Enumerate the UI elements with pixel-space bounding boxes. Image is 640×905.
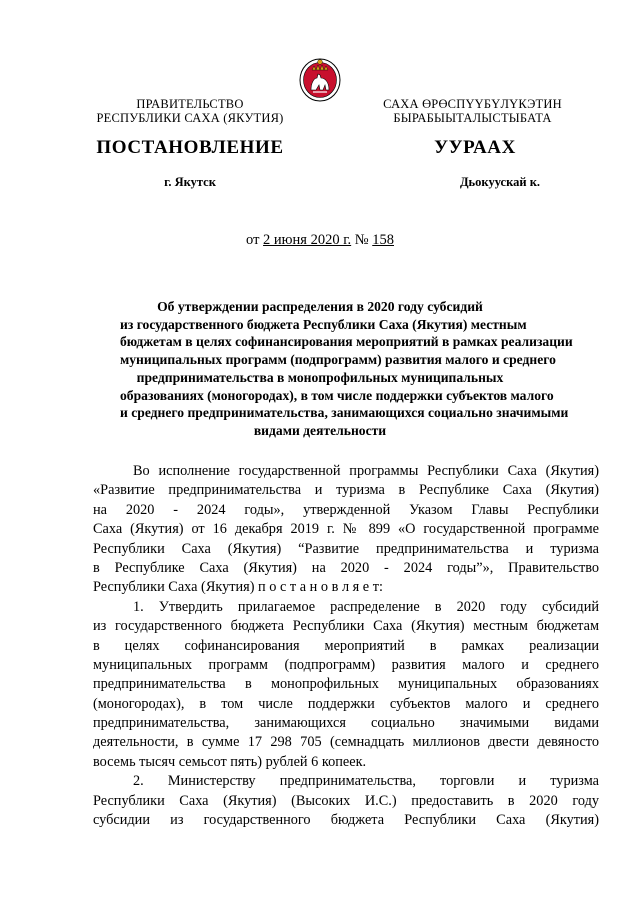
body-line: Саха (Якутия) от 16 декабря 2019 г. № 899 «О государственной программе bbox=[93, 521, 599, 538]
org-right-line-2: БЫРАБЫЫТАЛЫСТЫБАТА bbox=[393, 111, 552, 125]
body-line: деятельности, в сумме 17 298 705 (семнадцать миллионов двести девяносто bbox=[93, 734, 599, 751]
document-title bbox=[120, 298, 573, 440]
title-line: видами деятельности bbox=[253, 422, 387, 438]
body-line: Республики Саха (Якутия) п о с т а н о в л я е т: bbox=[93, 579, 383, 596]
government-name-yakut bbox=[345, 97, 600, 125]
body-line: восемь тысяч семьсот пять) рублей 6 копеек. bbox=[93, 753, 367, 770]
title-line: образованиях (моногородах), в том числе поддержки субъектов малого bbox=[120, 387, 554, 403]
body-line: муниципальных программ (подпрограмм) развития малого и среднего bbox=[93, 656, 599, 673]
title-line: Об утверждении распределения в 2020 году субсидий bbox=[157, 299, 483, 314]
body-line: предпринимательства, занимающихся социально значимыми видами bbox=[93, 715, 599, 732]
title-line: предпринимательства в монопрофильных муниципальных bbox=[136, 369, 504, 385]
date-and-number bbox=[0, 232, 640, 249]
body-line: на 2020 - 2024 годы», утвержденной Указом Главы Республики bbox=[93, 501, 599, 518]
body-line: в Республике Саха (Якутия) на 2020 - 2024 годы”», Правительство bbox=[93, 559, 599, 576]
date-prefix: от bbox=[246, 232, 264, 248]
body-line: 2. Министерству предпринимательства, торговли и туризма bbox=[133, 773, 599, 790]
body-line: Во исполнение государственной программы Республики Саха (Якутия) bbox=[133, 463, 599, 479]
body-line: «Развитие предпринимательства и туризма в Республике Саха (Якутия) bbox=[93, 482, 599, 499]
coat-of-arms-emblem bbox=[298, 56, 342, 102]
city-russian: г. Якутск bbox=[164, 175, 216, 189]
document-body bbox=[93, 462, 599, 830]
body-line: в целях софинансирования мероприятий в рамках реализации bbox=[93, 637, 599, 654]
body-line: субсидии из государственного бюджета Республики Саха (Якутия) bbox=[93, 812, 599, 829]
title-line: бюджетам в целях софинансирования мероприятий в рамках реализации bbox=[120, 334, 573, 350]
document-type-russian: ПОСТАНОВЛЕНИЕ bbox=[96, 137, 284, 158]
document-type-yakut: УУРААХ bbox=[434, 137, 516, 158]
title-line: и среднего предпринимательства, занимающихся социально значимыми bbox=[120, 405, 569, 421]
org-right-line-1: САХА ӨРӨСПҮҮБҮЛҮКЭТИН bbox=[383, 97, 562, 111]
body-line: (моногородах), в том числе поддержки субъектов малого и среднего bbox=[93, 695, 599, 712]
city-yakut: Дьокуускай к. bbox=[459, 175, 541, 189]
title-line: муниципальных программ (подпрограмм) развития малого и среднего bbox=[120, 352, 556, 368]
decree-date: 2 июня 2020 г. bbox=[263, 232, 352, 248]
org-left-line-2: РЕСПУБЛИКИ САХА (ЯКУТИЯ) bbox=[96, 111, 284, 125]
body-line: 1. Утвердить прилагаемое распределение в 2020 году субсидий bbox=[133, 598, 599, 615]
number-sign: № bbox=[351, 232, 373, 248]
org-left-line-1: ПРАВИТЕЛЬСТВО bbox=[136, 97, 244, 111]
decree-number: 158 bbox=[372, 232, 394, 248]
government-name-russian bbox=[70, 97, 310, 125]
body-line: Республики Саха (Якутия) (Высоких И.С.) предоставить в 2020 году bbox=[93, 792, 599, 809]
body-line: Республики Саха (Якутия) “Развитие предпринимательства и туризма bbox=[93, 540, 599, 557]
body-line: предпринимательства в монопрофильных муниципальных образованиях bbox=[93, 676, 599, 693]
body-line: из государственного бюджета Республики Саха (Якутия) местным бюджетам bbox=[93, 618, 599, 635]
title-line: из государственного бюджета Республики Саха (Якутия) местным bbox=[120, 316, 527, 332]
